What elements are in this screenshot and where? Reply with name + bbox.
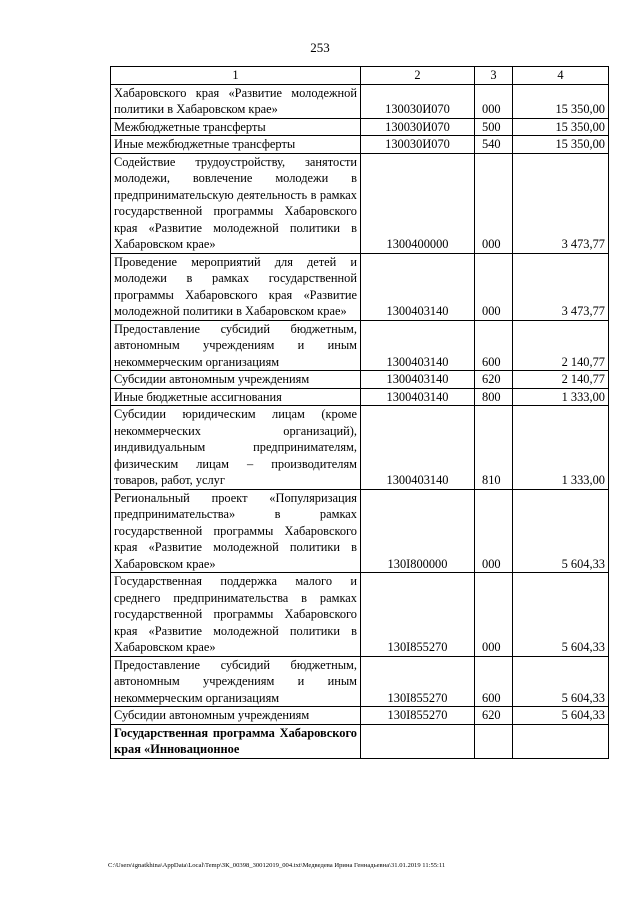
row-type-cell: 000 (475, 573, 513, 657)
row-code-cell (361, 724, 475, 758)
row-sum-cell: 15 350,00 (513, 136, 609, 154)
header-col-3: 3 (475, 67, 513, 85)
table-row (111, 371, 609, 389)
row-type-cell: 800 (475, 388, 513, 406)
row-code-cell: 1300400000 (361, 153, 475, 253)
row-code-cell: 1300403140 (361, 388, 475, 406)
row-name-cell: Проведение мероприятий для детей и молодежи в рамках государственной программы Хабаровского края «Развитие молодежной политики в Хабаровском крае» (111, 253, 361, 320)
table-row (111, 136, 609, 154)
footer-file-path: C:\Users\ignatkhina\AppData\Local\Temp\ЗК_00398_30012019_004.txt\Медведева Ирина Геннадьевна\31.01.2019 11:55:11 (108, 862, 446, 869)
budget-table (110, 66, 609, 759)
row-type-cell: 600 (475, 320, 513, 371)
table-row (111, 118, 609, 136)
table-row (111, 656, 609, 707)
row-name-cell: Государственная поддержка малого и среднего предпринимательства в рамках государственной программы Хабаровского края «Развитие молодежной политики в Хабаровском крае» (111, 573, 361, 657)
row-code-cell: 130030И070 (361, 84, 475, 118)
row-name-cell: Иные бюджетные ассигнования (111, 388, 361, 406)
row-name-cell: Субсидии юридическим лицам (кроме некоммерческих организаций), индивидуальным предпринимателям, физическим лицам – производителям товаров, работ, услуг (111, 406, 361, 490)
row-name-cell: Хабаровского края «Развитие молодежной политики в Хабаровском крае» (111, 84, 361, 118)
row-sum-cell: 5 604,33 (513, 707, 609, 725)
row-name-cell: Предоставление субсидий бюджетным, автономным учреждениям и иным некоммерческим организациям (111, 320, 361, 371)
row-code-cell: 130I800000 (361, 489, 475, 573)
header-col-2: 2 (361, 67, 475, 85)
table-row (111, 573, 609, 657)
row-code-cell: 1300403140 (361, 406, 475, 490)
row-name-cell: Субсидии автономным учреждениям (111, 371, 361, 389)
table-header-row (111, 67, 609, 85)
row-code-cell: 130I855270 (361, 573, 475, 657)
row-code-cell: 1300403140 (361, 253, 475, 320)
row-code-cell: 1300403140 (361, 371, 475, 389)
row-type-cell: 000 (475, 489, 513, 573)
table-row (111, 320, 609, 371)
row-name-cell: Региональный проект «Популяризация предпринимательства» в рамках государственной программы Хабаровского края «Развитие молодежной политики в Хабаровском крае» (111, 489, 361, 573)
row-type-cell: 000 (475, 84, 513, 118)
table-row (111, 84, 609, 118)
row-type-cell: 000 (475, 153, 513, 253)
row-sum-cell: 15 350,00 (513, 84, 609, 118)
row-code-cell: 130I855270 (361, 656, 475, 707)
row-sum-cell: 1 333,00 (513, 388, 609, 406)
table-row (111, 253, 609, 320)
header-col-4: 4 (513, 67, 609, 85)
row-name-cell: Государственная программа Хабаровского края «Инновационное (111, 724, 361, 758)
row-sum-cell: 15 350,00 (513, 118, 609, 136)
row-sum-cell: 3 473,77 (513, 253, 609, 320)
row-name-cell: Содействие трудоустройству, занятости молодежи, вовлечение молодежи в предпринимательскую деятельность в рамках государственной программы Хабаровского края «Развитие молодежной политики в Хабаровском крае» (111, 153, 361, 253)
row-sum-cell: 5 604,33 (513, 656, 609, 707)
row-type-cell (475, 724, 513, 758)
table-row (111, 153, 609, 253)
row-code-cell: 130030И070 (361, 118, 475, 136)
row-type-cell: 810 (475, 406, 513, 490)
table-row (111, 489, 609, 573)
row-sum-cell: 2 140,77 (513, 371, 609, 389)
row-code-cell: 1300403140 (361, 320, 475, 371)
row-sum-cell: 5 604,33 (513, 573, 609, 657)
table-row (111, 406, 609, 490)
row-sum-cell: 2 140,77 (513, 320, 609, 371)
row-name-cell: Субсидии автономным учреждениям (111, 707, 361, 725)
row-type-cell: 600 (475, 656, 513, 707)
row-type-cell: 540 (475, 136, 513, 154)
row-code-cell: 130I855270 (361, 707, 475, 725)
table-row (111, 707, 609, 725)
row-type-cell: 620 (475, 707, 513, 725)
row-code-cell: 130030И070 (361, 136, 475, 154)
row-type-cell: 620 (475, 371, 513, 389)
row-type-cell: 000 (475, 253, 513, 320)
row-sum-cell: 3 473,77 (513, 153, 609, 253)
table-row (111, 388, 609, 406)
row-name-cell: Межбюджетные трансферты (111, 118, 361, 136)
table-row (111, 724, 609, 758)
row-name-cell: Иные межбюджетные трансферты (111, 136, 361, 154)
row-name-cell: Предоставление субсидий бюджетным, автономным учреждениям и иным некоммерческим организациям (111, 656, 361, 707)
row-type-cell: 500 (475, 118, 513, 136)
header-col-1: 1 (111, 67, 361, 85)
row-sum-cell: 5 604,33 (513, 489, 609, 573)
page-number: 253 (310, 40, 330, 55)
row-sum-cell: 1 333,00 (513, 406, 609, 490)
row-sum-cell (513, 724, 609, 758)
